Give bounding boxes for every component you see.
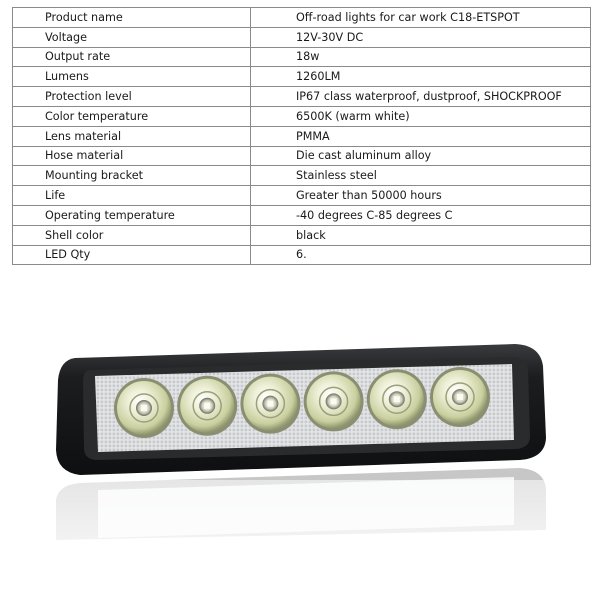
spec-value: Die cast aluminum alloy bbox=[251, 146, 591, 166]
spec-label: Output rate bbox=[13, 47, 251, 67]
spec-value: -40 degrees C-85 degrees C bbox=[251, 205, 591, 225]
spec-label: Life bbox=[13, 186, 251, 206]
spec-value: 1260LM bbox=[251, 67, 591, 87]
spec-value: 6500K (warm white) bbox=[251, 106, 591, 126]
spec-value: PMMA bbox=[251, 126, 591, 146]
spec-row bbox=[13, 186, 591, 206]
spec-row bbox=[13, 27, 591, 47]
spec-row bbox=[13, 166, 591, 186]
spec-value: Stainless steel bbox=[251, 166, 591, 186]
spec-value: 18w bbox=[251, 47, 591, 67]
led-light-bar-photo bbox=[0, 300, 600, 600]
spec-value: Greater than 50000 hours bbox=[251, 186, 591, 206]
spec-value: black bbox=[251, 225, 591, 245]
spec-label: Hose material bbox=[13, 146, 251, 166]
spec-row bbox=[13, 67, 591, 87]
spec-row bbox=[13, 126, 591, 146]
led-lens bbox=[367, 369, 427, 429]
led-lens bbox=[240, 374, 300, 434]
spec-label: Protection level bbox=[13, 87, 251, 107]
spec-row bbox=[13, 8, 591, 28]
spec-row bbox=[13, 47, 591, 67]
spec-value: 12V-30V DC bbox=[251, 27, 591, 47]
spec-row bbox=[13, 106, 591, 126]
spec-label: Color temperature bbox=[13, 106, 251, 126]
spec-label: Lumens bbox=[13, 67, 251, 87]
led-lens bbox=[114, 378, 174, 438]
spec-label: Operating temperature bbox=[13, 205, 251, 225]
spec-row bbox=[13, 225, 591, 245]
spec-row bbox=[13, 87, 591, 107]
led-lens bbox=[430, 367, 490, 427]
spec-label: Product name bbox=[13, 8, 251, 28]
spec-label: LED Qty bbox=[13, 245, 251, 265]
spec-value: 6. bbox=[251, 245, 591, 265]
spec-label: Lens material bbox=[13, 126, 251, 146]
spec-table bbox=[12, 7, 591, 265]
spec-row bbox=[13, 205, 591, 225]
spec-row bbox=[13, 245, 591, 265]
spec-value: Off-road lights for car work C18-ETSPOT bbox=[251, 8, 591, 28]
led-lens bbox=[177, 376, 237, 436]
spec-row bbox=[13, 146, 591, 166]
led-lens bbox=[304, 371, 364, 431]
spec-label: Shell color bbox=[13, 225, 251, 245]
spec-value: IP67 class waterproof, dustproof, SHOCKPROOF bbox=[251, 87, 591, 107]
spec-label: Voltage bbox=[13, 27, 251, 47]
spec-label: Mounting bracket bbox=[13, 166, 251, 186]
